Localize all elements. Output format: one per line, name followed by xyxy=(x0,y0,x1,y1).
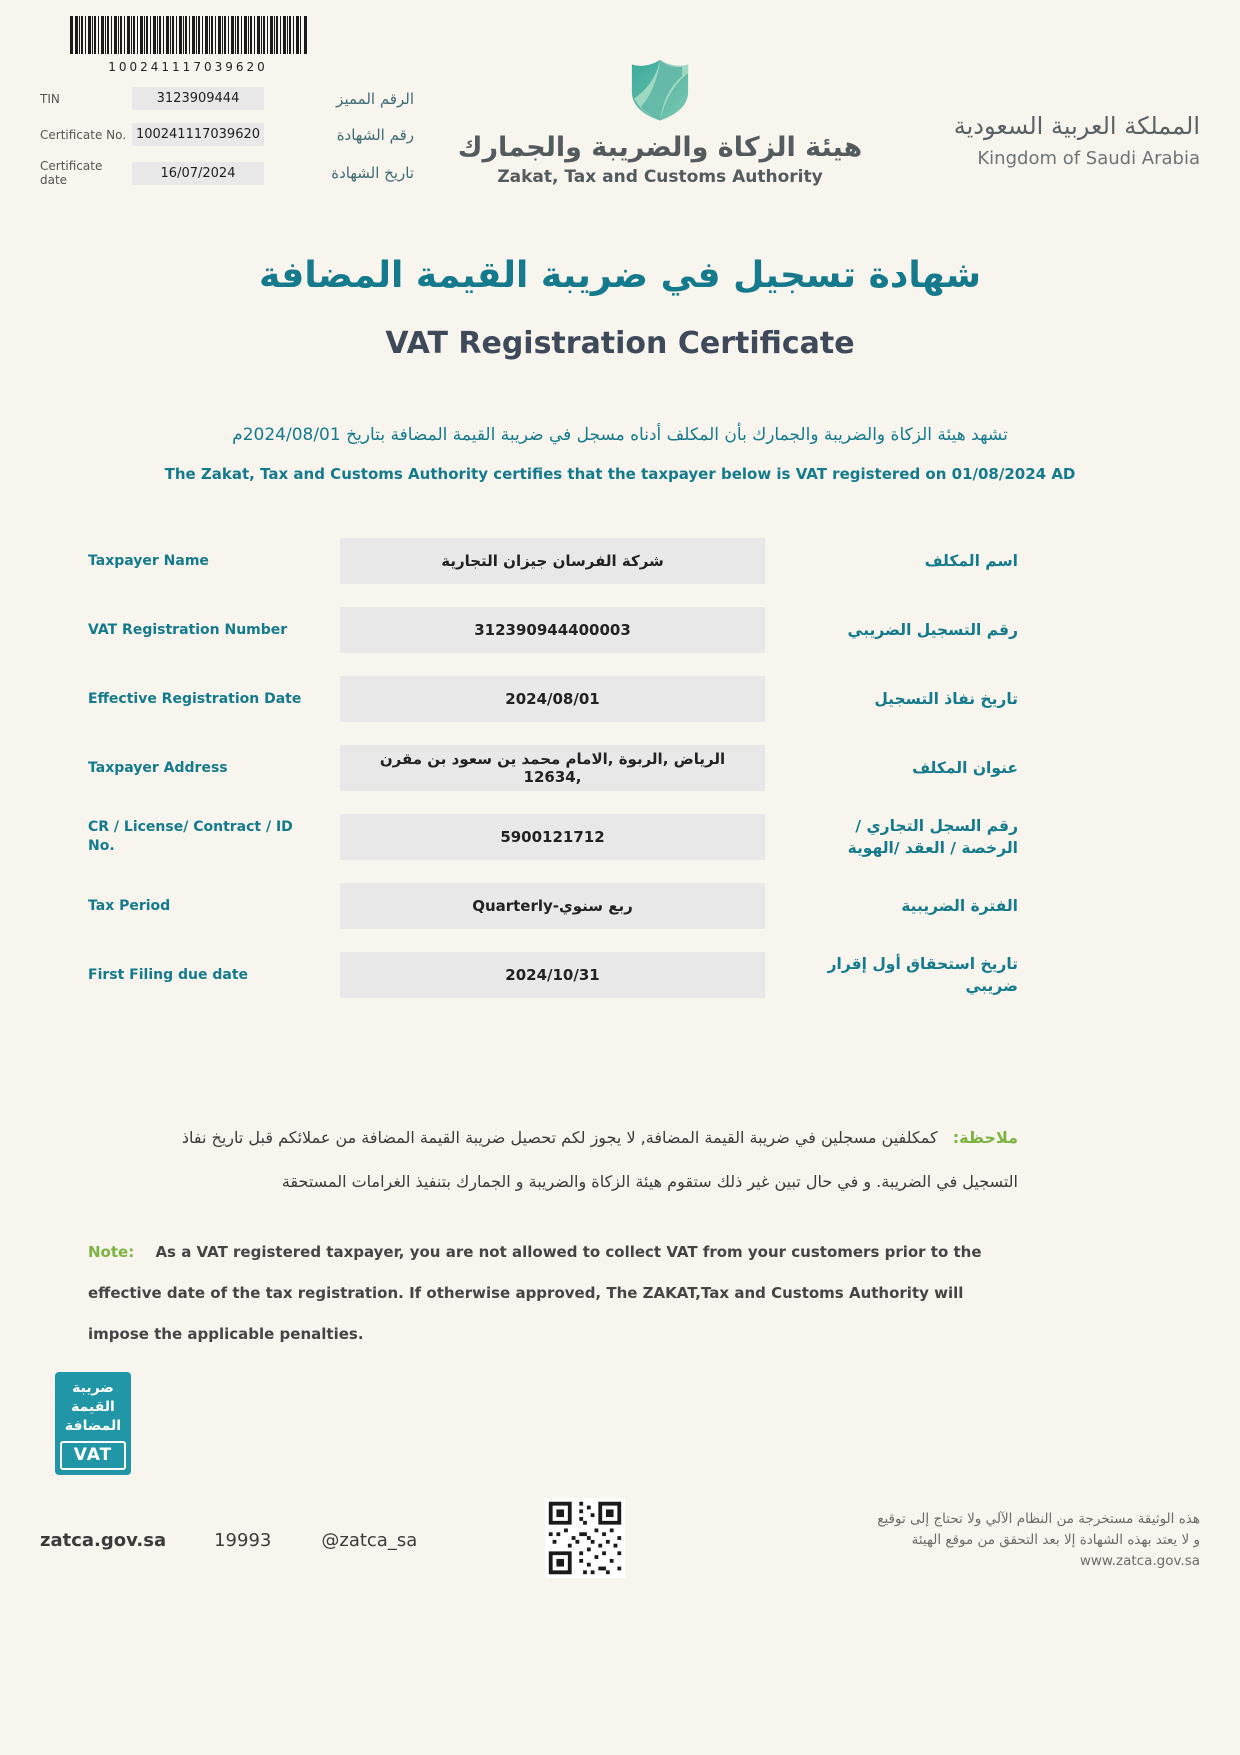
row-tax-period xyxy=(0,883,1240,929)
footer-social-handle: @zatca_sa xyxy=(321,1529,418,1551)
note-label-ar: ملاحظة: xyxy=(952,1128,1018,1147)
vat-logo-line-3: المضافة xyxy=(64,1418,122,1434)
qr-code-icon xyxy=(545,1498,625,1578)
certificate-date-value: 16/07/2024 xyxy=(132,162,264,185)
header-field-tin xyxy=(40,87,420,110)
tax-period-label-en: Tax Period xyxy=(88,897,171,914)
row-cr-license xyxy=(0,814,1240,860)
tin-value: 3123909444 xyxy=(132,87,264,110)
note-text-en: As a VAT registered taxpayer, you are not allowed to collect VAT from your customers prior to the effective date of the tax registration. If otherwise approved, The ZAKAT,Tax and Customs Authority will impose the applicable penalties. xyxy=(88,1243,982,1343)
footer-website: zatca.gov.sa xyxy=(40,1529,167,1551)
row-first-filing-due-date xyxy=(0,952,1240,998)
vat-number-label-ar: رقم التسجيل الضريبي xyxy=(847,621,1018,639)
qr-code-block xyxy=(545,1498,625,1582)
note-label-en: Note: xyxy=(88,1243,135,1261)
certificate-footer xyxy=(0,1498,1240,1582)
taxpayer-name-label-en: Taxpayer Name xyxy=(88,552,209,569)
certificate-no-value: 100241117039620 xyxy=(132,123,264,146)
effective-date-label-ar: تاريخ نفاذ التسجيل xyxy=(874,690,1018,708)
row-vat-registration-number xyxy=(0,607,1240,653)
header-field-certificate-no xyxy=(40,123,420,146)
header-id-block xyxy=(40,16,420,187)
details-table xyxy=(0,538,1240,998)
authority-logo-block xyxy=(420,16,900,187)
tin-label-en: TIN xyxy=(40,91,60,106)
first-filing-label-ar: تاريخ استحقاق أول إقرار ضريبي xyxy=(827,955,1018,995)
authority-name-en: Zakat, Tax and Customs Authority xyxy=(497,167,823,187)
header-field-certificate-date xyxy=(40,159,420,187)
certification-statement-en: The Zakat, Tax and Customs Authority certifies that the taxpayer below is VAT registered on 01/08/2024 AD xyxy=(164,465,1076,483)
footer-disclaimer xyxy=(877,1509,1200,1572)
certificate-date-label-en: Certificate date xyxy=(40,159,103,187)
tax-period-label-ar: الفترة الضريبية xyxy=(901,897,1018,915)
certificate-date-label-ar: تاريخ الشهادة xyxy=(331,164,414,182)
note-arabic xyxy=(0,1116,1240,1204)
taxpayer-name-value: شركة الفرسان جيزان التجارية xyxy=(340,538,765,584)
effective-date-value: 2024/08/01 xyxy=(340,676,765,722)
row-taxpayer-name xyxy=(0,538,1240,584)
first-filing-value: 2024/10/31 xyxy=(340,952,765,998)
barcode-number: 100241117039620 xyxy=(108,60,268,74)
tin-label-ar: الرقم المميز xyxy=(336,89,414,108)
note-text-ar: كمكلفين مسجلين في ضريبة القيمة المضافة, لا يجوز لكم تحصيل ضريبة القيمة المضافة من عملائكم قبل تاريخ نفاذ التسجيل في الضريبة. و في حال تبين غير ذلك ستقوم هيئة الزكاة والضريبة و الجمارك بتنفيذ الغرامات المستحقة xyxy=(181,1128,1018,1191)
vat-logo-text: VAT xyxy=(60,1441,126,1470)
first-filing-label-en: First Filing due date xyxy=(88,966,249,983)
cr-license-label-en: CR / License/ Contract / ID No. xyxy=(88,819,293,854)
tax-period-value: Quarterly-ربع سنوي xyxy=(340,883,765,929)
address-label-ar: عنوان المكلف xyxy=(912,759,1018,777)
certificate-no-label-ar: رقم الشهادة xyxy=(336,125,414,144)
cr-license-label-ar: رقم السجل التجاري / الرخصة / العقد /الهوية xyxy=(847,817,1018,857)
barcode-icon xyxy=(68,16,308,54)
zatca-logo-icon xyxy=(623,54,697,122)
kingdom-name-en: Kingdom of Saudi Arabia xyxy=(977,148,1200,169)
vat-number-label-en: VAT Registration Number xyxy=(88,621,288,638)
effective-date-label-en: Effective Registration Date xyxy=(88,690,302,707)
authority-name-ar: هيئة الزكاة والضريبة والجمارك xyxy=(457,132,863,163)
disclaimer-line-2: و لا يعتد بهذه الشهادة إلا بعد التحقق من موقع الهيئة xyxy=(911,1531,1200,1548)
barcode-block xyxy=(68,16,308,74)
disclaimer-line-1: هذه الوثيقة مستخرجة من النظام الآلي ولا تحتاج إلى توقيع xyxy=(877,1510,1200,1527)
kingdom-block xyxy=(900,16,1200,187)
address-label-en: Taxpayer Address xyxy=(88,759,228,776)
certification-statement-ar: تشهد هيئة الزكاة والضريبة والجمارك بأن المكلف أدناه مسجل في ضريبة القيمة المضافة بتاريخ 2024/08/01م xyxy=(232,425,1008,445)
cr-license-value: 5900121712 xyxy=(340,814,765,860)
row-effective-registration-date xyxy=(0,676,1240,722)
row-taxpayer-address xyxy=(0,745,1240,791)
footer-phone: 19993 xyxy=(214,1529,272,1551)
vat-number-value: 312390944400003 xyxy=(340,607,765,653)
vat-logo xyxy=(55,1372,131,1475)
vat-logo-line-1: ضريبة xyxy=(72,1380,114,1396)
certificate-title-en: VAT Registration Certificate xyxy=(385,326,855,361)
address-value: الرياض ,الربوة ,الامام محمد ين سعود بن مقرن ,12634 xyxy=(340,745,765,791)
kingdom-name-ar: المملكة العربية السعودية xyxy=(953,112,1200,140)
vat-logo-line-2: القيمة xyxy=(71,1399,115,1415)
certificate-header xyxy=(0,0,1240,187)
note-english xyxy=(0,1232,1240,1355)
disclaimer-url: www.zatca.gov.sa xyxy=(1079,1552,1200,1569)
certificate-title-ar: شهادة تسجيل في ضريبة القيمة المضافة xyxy=(258,255,982,296)
taxpayer-name-label-ar: اسم المكلف xyxy=(924,552,1018,570)
certificate-no-label-en: Certificate No. xyxy=(40,127,127,142)
